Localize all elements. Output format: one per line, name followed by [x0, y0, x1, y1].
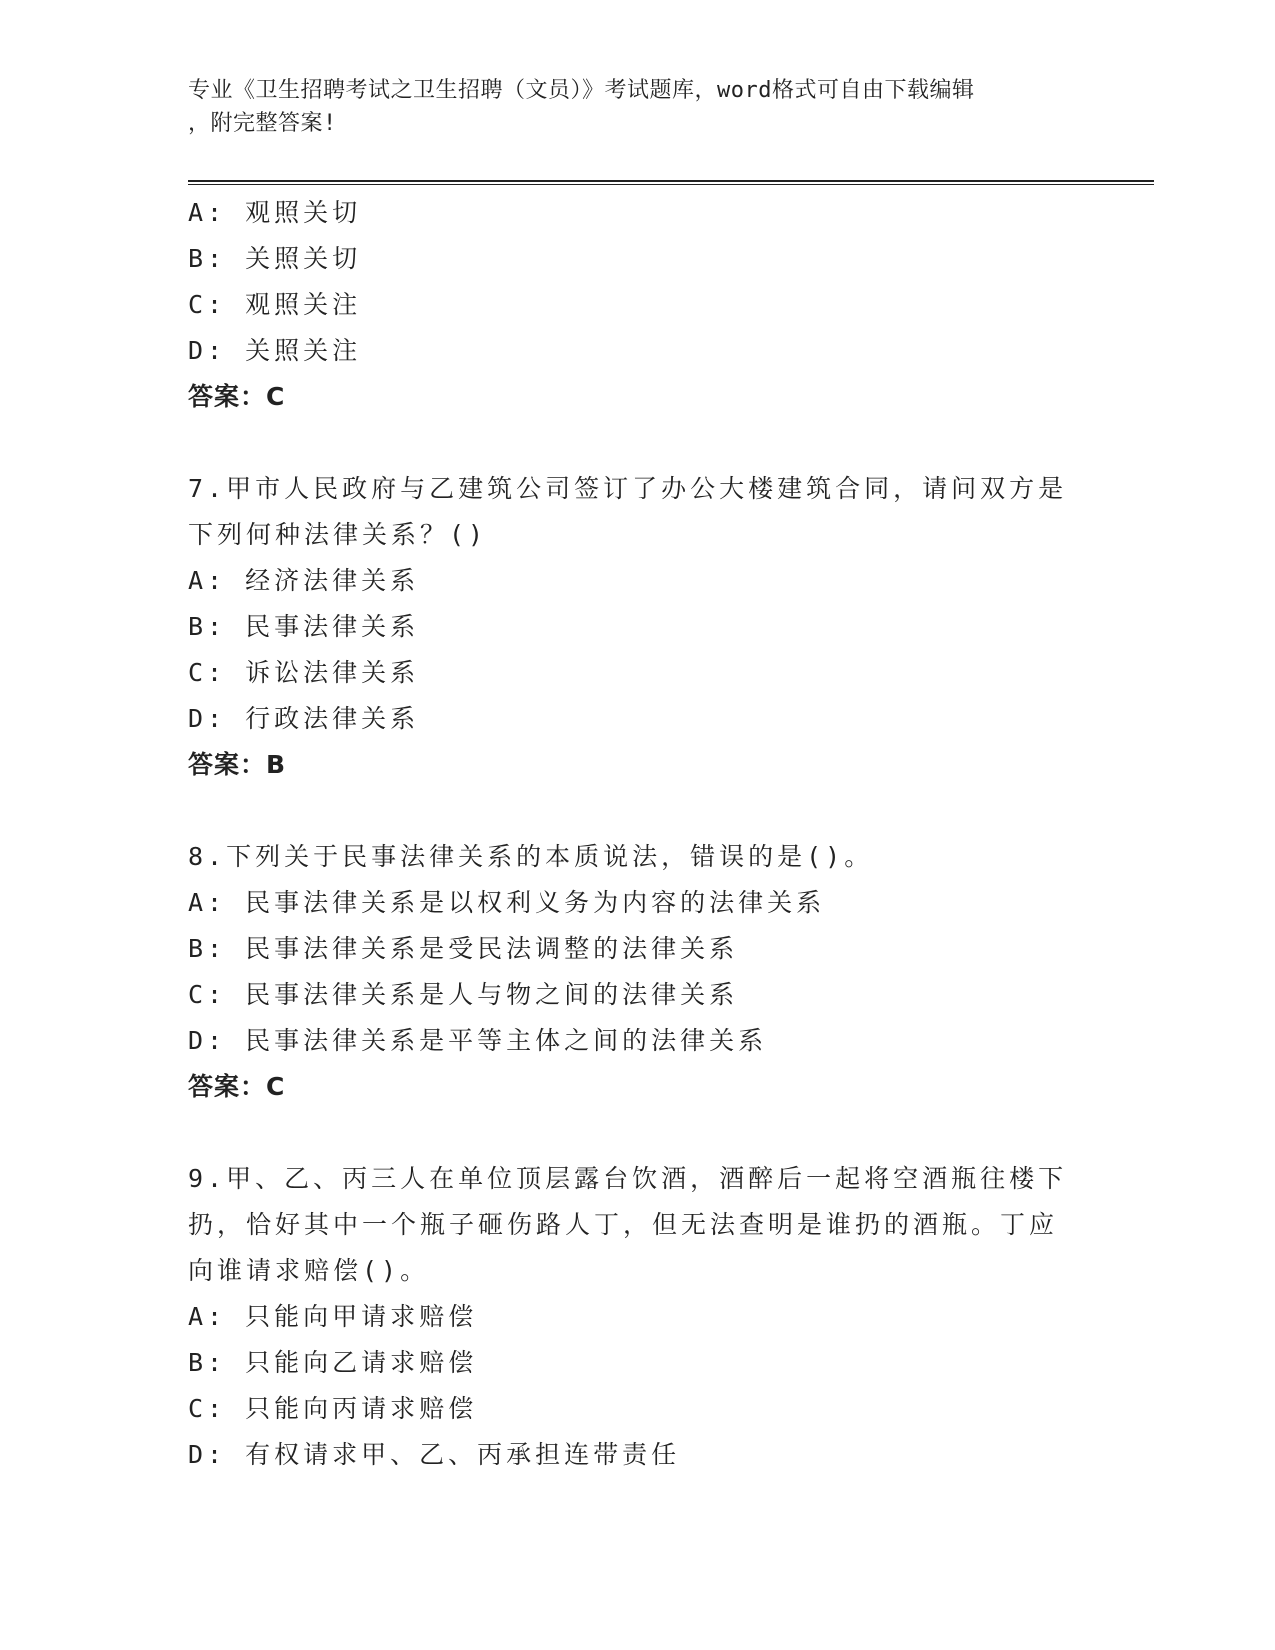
header-title-line: 专业《卫生招聘考试之卫生招聘（文员）》考试题库，word格式可自由下载编辑	[188, 78, 975, 103]
option-b: B: 民事法律关系	[188, 612, 420, 641]
question-stem: 8.下列关于民事法律关系的本质说法，错误的是()。	[188, 842, 874, 871]
answer-line: 答案：C	[188, 1072, 286, 1101]
option-d: D: 关照关注	[188, 336, 362, 365]
spacer	[188, 1110, 1088, 1156]
option-a: A: 经济法律关系	[188, 566, 420, 595]
option-a: A: 民事法律关系是以权利义务为内容的法律关系	[188, 888, 826, 917]
question-stem: 7.甲市人民政府与乙建筑公司签订了办公大楼建筑合同，请问双方是	[188, 474, 1068, 503]
option-b: B: 只能向乙请求赔偿	[188, 1348, 478, 1377]
option-b: B: 民事法律关系是受民法调整的法律关系	[188, 934, 739, 963]
question-stem: 9.甲、乙、丙三人在单位顶层露台饮酒，酒醉后一起将空酒瓶往楼下	[188, 1164, 1068, 1193]
header-divider	[188, 180, 1154, 185]
question-stem-continued: 向谁请求赔偿()。	[188, 1256, 430, 1285]
option-c: C: 观照关注	[188, 290, 362, 319]
question-list	[188, 190, 1088, 1478]
question-8	[188, 834, 1088, 1110]
answer-line: 答案：C	[188, 382, 286, 411]
option-c: C: 诉讼法律关系	[188, 658, 420, 687]
option-d: D: 民事法律关系是平等主体之间的法律关系	[188, 1026, 768, 1055]
question-7	[188, 466, 1088, 788]
option-d: D: 行政法律关系	[188, 704, 420, 733]
question-9	[188, 1156, 1088, 1478]
option-b: B: 关照关切	[188, 244, 362, 273]
header-title-line-continued: ，附完整答案!	[188, 111, 337, 136]
option-c: C: 只能向丙请求赔偿	[188, 1394, 478, 1423]
spacer	[188, 420, 1088, 466]
option-d: D: 有权请求甲、乙、丙承担连带责任	[188, 1440, 681, 1469]
option-a: A: 只能向甲请求赔偿	[188, 1302, 478, 1331]
question-6-partial	[188, 190, 1088, 420]
spacer	[188, 788, 1088, 834]
option-a: A: 观照关切	[188, 198, 362, 227]
option-c: C: 民事法律关系是人与物之间的法律关系	[188, 980, 739, 1009]
document-header	[188, 74, 1068, 140]
question-stem-continued: 扔，恰好其中一个瓶子砸伤路人丁，但无法查明是谁扔的酒瓶。丁应	[188, 1210, 1059, 1239]
question-stem-continued: 下列何种法律关系？()	[188, 520, 488, 549]
answer-line: 答案：B	[188, 750, 287, 779]
